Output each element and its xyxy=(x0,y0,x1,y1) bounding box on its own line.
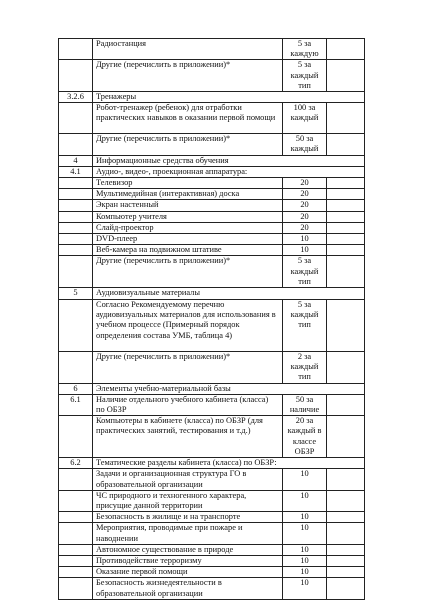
row-name: Слайд-проектор xyxy=(93,222,283,233)
row-name: ЧС природного и техногенного характера, присущие данной территории xyxy=(93,490,283,511)
row-empty-cell xyxy=(327,469,365,490)
row-empty-cell xyxy=(327,567,365,578)
row-empty-cell xyxy=(327,523,365,544)
table-row xyxy=(59,288,365,300)
row-number xyxy=(59,469,93,490)
row-name: Мероприятия, проводимые при пожаре и наводнении xyxy=(93,523,283,544)
row-name: Веб-камера на подвижном штативе xyxy=(93,245,283,256)
table-row xyxy=(59,383,365,394)
row-number xyxy=(59,578,93,599)
row-number: 6 xyxy=(59,383,93,394)
row-quantity: 10 xyxy=(283,490,327,511)
row-quantity: 10 xyxy=(283,234,327,245)
row-number xyxy=(59,222,93,233)
row-name: Телевизор xyxy=(93,178,283,189)
row-number xyxy=(59,39,93,60)
row-number: 4.1 xyxy=(59,166,93,177)
row-quantity: 5 за каждую xyxy=(283,39,327,60)
table-row xyxy=(59,189,365,200)
row-quantity: 10 xyxy=(283,512,327,523)
table-row xyxy=(59,155,365,166)
row-name: Аудиовизуальные материалы xyxy=(93,288,365,300)
row-name: Другие (перечислить в приложении)* xyxy=(93,352,283,384)
row-name: DVD-плеер xyxy=(93,234,283,245)
row-quantity: 5 за каждый тип xyxy=(283,60,327,92)
row-name: Противодействие терроризму xyxy=(93,555,283,566)
row-empty-cell xyxy=(327,178,365,189)
table-row xyxy=(59,103,365,134)
row-name: Наличие отдельного учебного кабинета (класса) по ОБЗР xyxy=(93,394,283,415)
row-number xyxy=(59,523,93,544)
row-number: 5 xyxy=(59,288,93,300)
row-quantity: 20 xyxy=(283,189,327,200)
table-row xyxy=(59,178,365,189)
row-quantity: 5 за каждый тип xyxy=(283,300,327,352)
row-name: Безопасность жизнедеятельности в образовательной организации xyxy=(93,578,283,599)
row-name: Автономное существование в природе xyxy=(93,544,283,555)
table-row xyxy=(59,300,365,352)
table-row xyxy=(59,222,365,233)
row-empty-cell xyxy=(327,555,365,566)
row-name: Компьютер учителя xyxy=(93,211,283,222)
row-name: Задачи и организационная структура ГО в образовательной организации xyxy=(93,469,283,490)
row-name: Оказание первой помощи xyxy=(93,567,283,578)
row-quantity: 10 xyxy=(283,245,327,256)
row-number xyxy=(59,416,93,458)
table-row xyxy=(59,469,365,490)
row-number xyxy=(59,245,93,256)
table-row xyxy=(59,166,365,177)
row-name: Аудио-, видео-, проекционная аппаратура: xyxy=(93,166,365,177)
row-empty-cell xyxy=(327,245,365,256)
row-empty-cell xyxy=(327,578,365,599)
row-quantity: 50 за каждый xyxy=(283,134,327,155)
row-number xyxy=(59,134,93,155)
row-name: Робот-тренажер (ребенок) для отработки практических навыков в оказании первой помощи xyxy=(93,103,283,134)
row-name: Безопасность в жилище и на транспорте xyxy=(93,512,283,523)
row-empty-cell xyxy=(327,211,365,222)
row-quantity: 10 xyxy=(283,555,327,566)
row-empty-cell xyxy=(327,490,365,511)
row-empty-cell xyxy=(327,103,365,134)
table-row xyxy=(59,544,365,555)
table-row xyxy=(59,394,365,415)
table-row xyxy=(59,245,365,256)
row-number xyxy=(59,211,93,222)
row-number: 6.2 xyxy=(59,458,93,469)
row-empty-cell xyxy=(327,60,365,92)
table-row xyxy=(59,555,365,566)
row-empty-cell xyxy=(327,189,365,200)
row-empty-cell xyxy=(327,300,365,352)
row-empty-cell xyxy=(327,234,365,245)
row-quantity: 20 xyxy=(283,222,327,233)
row-name: Другие (перечислить в приложении)* xyxy=(93,256,283,288)
row-name: Другие (перечислить в приложении)* xyxy=(93,134,283,155)
row-quantity: 20 xyxy=(283,178,327,189)
row-empty-cell xyxy=(327,222,365,233)
row-quantity: 50 за наличие xyxy=(283,394,327,415)
table-row xyxy=(59,92,365,103)
table-row xyxy=(59,416,365,458)
table-row xyxy=(59,39,365,60)
row-number xyxy=(59,200,93,211)
row-empty-cell xyxy=(327,134,365,155)
table-row xyxy=(59,523,365,544)
row-name: Радиостанция xyxy=(93,39,283,60)
row-empty-cell xyxy=(327,200,365,211)
row-number xyxy=(59,256,93,288)
row-quantity: 10 xyxy=(283,544,327,555)
row-name: Тренажеры xyxy=(93,92,365,103)
row-empty-cell xyxy=(327,39,365,60)
row-quantity: 20 за каждый в классе ОБЗР xyxy=(283,416,327,458)
row-number xyxy=(59,512,93,523)
equipment-table xyxy=(58,38,365,600)
row-name: Элементы учебно-материальной базы xyxy=(93,383,365,394)
table-row xyxy=(59,352,365,384)
row-number: 3.2.6 xyxy=(59,92,93,103)
row-quantity: 10 xyxy=(283,469,327,490)
row-name: Компьютеры в кабинете (класса) по ОБЗР (для практических занятий, тестирования и т.д.) xyxy=(93,416,283,458)
row-number xyxy=(59,189,93,200)
table-row xyxy=(59,234,365,245)
row-empty-cell xyxy=(327,416,365,458)
row-number xyxy=(59,555,93,566)
row-quantity: 10 xyxy=(283,578,327,599)
table-row xyxy=(59,458,365,469)
row-number xyxy=(59,490,93,511)
row-name: Мультимедийная (интерактивная) доска xyxy=(93,189,283,200)
row-name: Информационные средства обучения xyxy=(93,155,365,166)
row-number xyxy=(59,60,93,92)
row-quantity: 20 xyxy=(283,211,327,222)
row-empty-cell xyxy=(327,256,365,288)
row-quantity: 10 xyxy=(283,567,327,578)
row-empty-cell xyxy=(327,394,365,415)
row-name: Экран настенный xyxy=(93,200,283,211)
table-row xyxy=(59,578,365,599)
row-quantity: 2 за каждый тип xyxy=(283,352,327,384)
table-row xyxy=(59,490,365,511)
table-row xyxy=(59,211,365,222)
row-name: Тематические разделы кабинета (класса) по ОБЗР: xyxy=(93,458,365,469)
row-number xyxy=(59,300,93,352)
table-row xyxy=(59,134,365,155)
table-row xyxy=(59,256,365,288)
row-empty-cell xyxy=(327,512,365,523)
row-empty-cell xyxy=(327,352,365,384)
row-number xyxy=(59,234,93,245)
row-quantity: 100 за каждый xyxy=(283,103,327,134)
table-row xyxy=(59,60,365,92)
row-name: Другие (перечислить в приложении)* xyxy=(93,60,283,92)
row-number: 6.1 xyxy=(59,394,93,415)
table-body xyxy=(59,39,365,600)
row-number xyxy=(59,178,93,189)
row-empty-cell xyxy=(327,544,365,555)
row-number xyxy=(59,567,93,578)
row-number: 4 xyxy=(59,155,93,166)
row-number xyxy=(59,544,93,555)
row-name: Согласно Рекомендуемому перечню аудиовизуальных материалов для использования в учебном процессе (Примерный порядок определения состава УМБ, таблица 4) xyxy=(93,300,283,352)
document-page xyxy=(58,38,364,600)
row-number xyxy=(59,103,93,134)
table-row xyxy=(59,512,365,523)
row-quantity: 10 xyxy=(283,523,327,544)
table-row xyxy=(59,200,365,211)
row-number xyxy=(59,352,93,384)
table-row xyxy=(59,567,365,578)
row-quantity: 20 xyxy=(283,200,327,211)
row-quantity: 5 за каждый тип xyxy=(283,256,327,288)
